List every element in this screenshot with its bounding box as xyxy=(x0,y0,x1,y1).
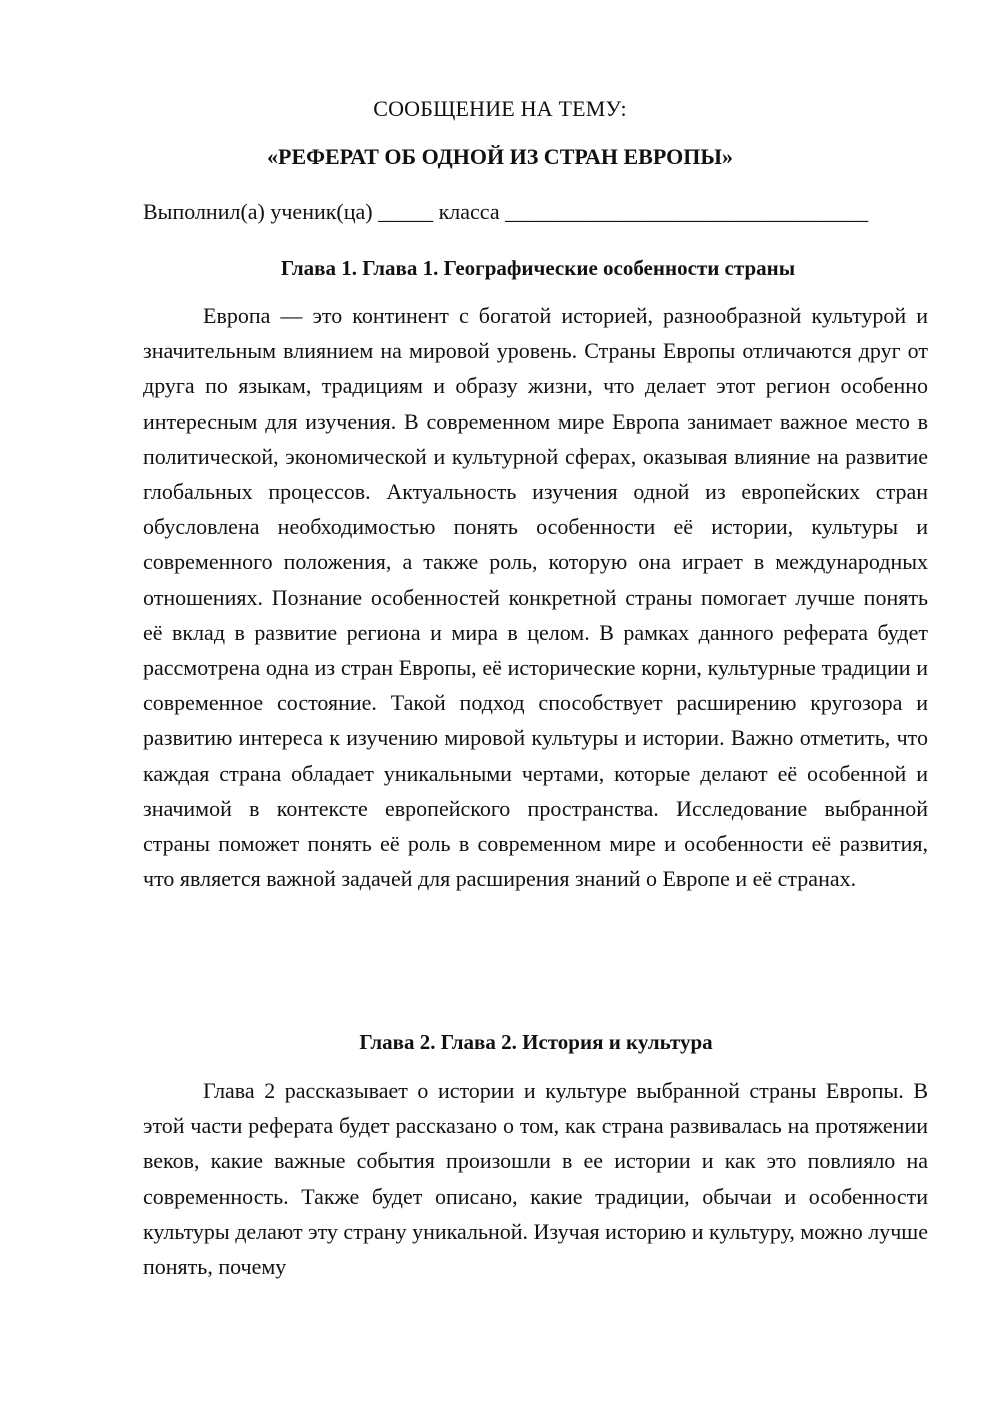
document-title-line-2: «РЕФЕРАТ ОБ ОДНОЙ ИЗ СТРАН ЕВРОПЫ» xyxy=(267,144,733,169)
chapter-2-paragraph: Глава 2 рассказывает о истории и культуре выбранной страны Европы. В этой части реферата будет рассказано о том, как страна развивалась на протяжении веков, какие важные события произошли в ее истории и как это повлияло на современность. Также будет описано, какие традиции, обычаи и особенности культуры делают эту страну уникальной. Изучая историю и культуру, можно лучше понять, почему xyxy=(143,1078,928,1280)
chapter-1-heading: Глава 1. Глава 1. Географические особенности страны xyxy=(280,256,796,280)
document-title-line-1: СООБЩЕНИЕ НА ТЕМУ: xyxy=(373,96,627,121)
author-line: Выполнил(а) ученик(ца) _____ класса _________________________________ xyxy=(143,199,869,224)
chapter-1-paragraph: Европа — это континент с богатой историей, разнообразной культурой и значительным влиянием на мировой уровень. Страны Европы отличаются друг от друга по языкам, традициям и образу жизни, что делает этот регион особенно интересным для изучения. В современном мире Европа занимает важное место в политической, экономической и культурной сферах, оказывая влияние на развитие глобальных процессов. Актуальность изучения одной из европейских стран обусловлена необходимостью понять особенности её истории, культуры и современного положения, а также роль, которую она играет в международных отношениях. Познание особенностей конкретной страны помогает лучше понять её вклад в развитие региона и мира в целом. В рамках данного реферата будет рассмотрена одна из стран Европы, её исторические корни, культурные традиции и современное состояние. Такой подход способствует расширению кругозора и развитию интереса к изучению мировой культуры и истории. Важно отметить, что каждая страна обладает уникальными чертами, которые делают её особенной и значимой в контексте европейского пространства. Исследование выбранной страны поможет понять её роль в современном мире и особенности её развития, что является важной задачей для расширения знаний о Европе и её странах. xyxy=(143,303,928,892)
chapter-2-heading: Глава 2. Глава 2. История и культура xyxy=(359,1030,713,1054)
